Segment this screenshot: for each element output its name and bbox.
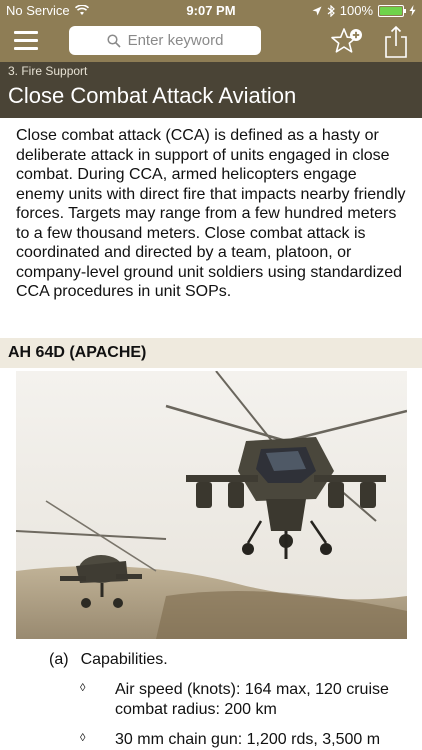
status-bar [0, 0, 422, 22]
intro-paragraph: Close combat attack (CCA) is defined as a hasty or deliberate attack in support of units engaged in close combat. During CCA, armed helicopters engage enemy units with direct fire that impacts nearby friendly forces. Targets may range from a few hundred meters to a few thousand meters. Close combat attack is coordinated and directed by a team, platoon, or company-level ground unit soldiers using standardized CCA procedures in unit SOPs. [16, 127, 406, 300]
menu-line [14, 47, 38, 50]
menu-line [14, 39, 38, 42]
share-icon[interactable] [383, 25, 409, 59]
breadcrumb[interactable]: 3. Fire Support [8, 64, 88, 78]
capabilities-marker: (a) [49, 651, 69, 668]
bullet-diamond: ◊ [80, 732, 86, 744]
capabilities-heading [49, 651, 168, 669]
battery-icon [378, 5, 404, 17]
hamburger-menu-icon[interactable] [14, 31, 38, 51]
status-right [312, 3, 416, 18]
carrier-text: No Service [6, 3, 70, 18]
star-add-icon[interactable] [330, 26, 364, 58]
status-time: 9:07 PM [186, 3, 236, 18]
subheading-bar [0, 338, 422, 368]
apache-helicopter-photo [16, 371, 407, 639]
nav-bar [0, 22, 422, 62]
search-input[interactable] [69, 26, 261, 55]
battery-percent: 100% [339, 3, 373, 18]
bullet-text: Air speed (knots): 164 max, 120 cruise combat radius: 200 km [115, 681, 389, 718]
bullet-diamond: ◊ [80, 682, 86, 694]
bluetooth-icon [327, 5, 335, 17]
bullet-text: 30 mm chain gun: 1,200 rds, 3,500 m [115, 731, 381, 748]
search-placeholder: Enter keyword [127, 32, 224, 49]
search-icon [107, 34, 121, 48]
subheading-text: AH 64D (APACHE) [8, 344, 147, 361]
section-header [0, 62, 422, 118]
battery-fill [380, 7, 402, 15]
menu-line [14, 31, 38, 34]
location-arrow-icon [312, 6, 322, 16]
capabilities-label: Capabilities. [80, 651, 168, 668]
page-title: Close Combat Attack Aviation [8, 83, 297, 108]
top-bar [0, 0, 422, 62]
charging-icon [409, 5, 416, 16]
